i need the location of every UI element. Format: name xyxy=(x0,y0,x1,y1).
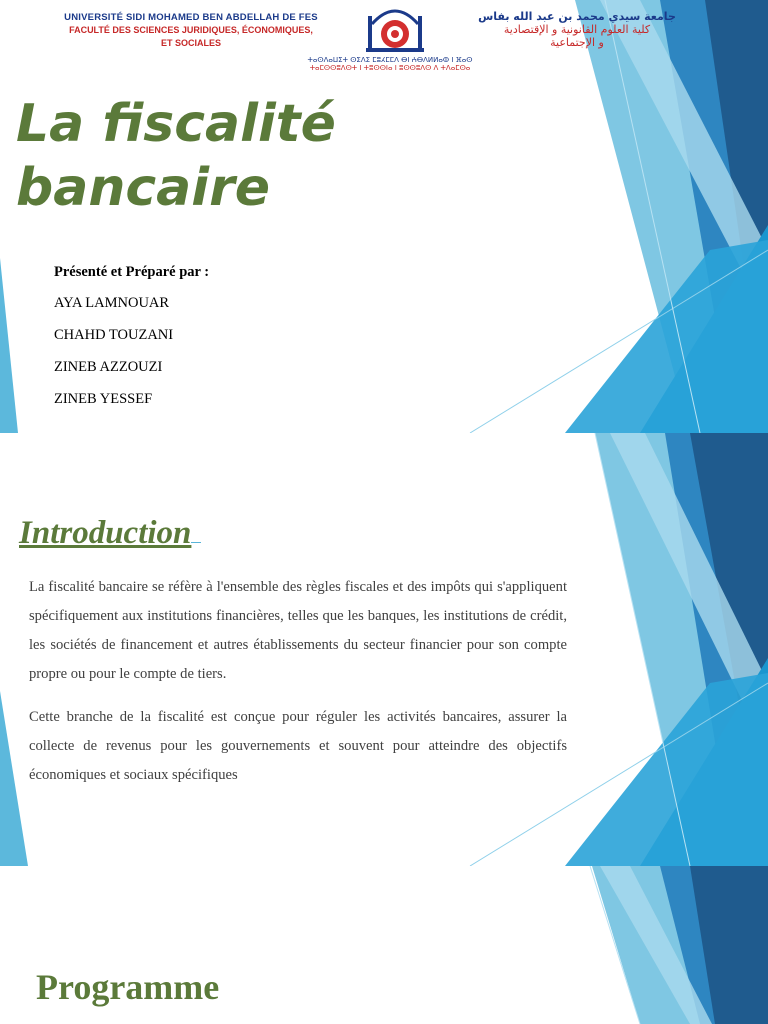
introduction-body xyxy=(29,573,567,804)
faculty-name-line1: FACULTÉ DES SCIENCES JURIDIQUES, ÉCONOMIQUES, xyxy=(69,25,313,35)
faculty-name-arabic-line2: و الإجتماعية xyxy=(550,36,604,49)
author-name: CHAHD TOUZANI xyxy=(54,327,174,343)
university-name-arabic: جامعة سيدي محمد بن عبد الله بفاس xyxy=(478,10,676,23)
author-name: ZINEB YESSEF xyxy=(54,391,153,407)
paragraph: Cette branche de la fiscalité est conçue pour réguler les activités bancaires, assurer la collecte de revenus pour les gouvernements et souvent pour atteindre des objectifs économiques et sociaux spécifiques xyxy=(29,709,567,783)
section-title-introduction xyxy=(19,515,201,552)
author-name: ZINEB AZZOUZI xyxy=(54,359,163,375)
introduction-heading: Introduction xyxy=(19,515,192,551)
slide-title xyxy=(0,0,768,433)
underline-accent xyxy=(191,518,201,543)
title-line1: La fiscalité xyxy=(16,94,336,154)
university-name-tifinagh xyxy=(270,56,510,72)
presented-by-label: Présenté et Préparé par : xyxy=(54,264,210,280)
paragraph: La fiscalité bancaire se réfère à l'ensemble des règles fiscales et des impôts qui s'appliquent spécifiquement aux institutions financières, telles que les banques, les institutions de crédit, les sociétés de financement et autres établissements du secteur financier pour son compte propre ou pour le compte de tiers. xyxy=(29,579,567,682)
university-name-fr xyxy=(36,12,346,49)
title-line2: bancaire xyxy=(16,158,270,218)
section-title-programme: Programme xyxy=(36,967,220,1007)
slide-programme xyxy=(0,866,768,1024)
faculty-name-arabic-line1: كلية العلوم القانونية و الإقتصادية xyxy=(503,23,651,36)
university-name-ar xyxy=(448,10,706,49)
tifinagh-line1: ⵜⴰⵙⴷⴰⵡⵉⵜ ⵙⵉⴷⵉ ⵎⵓⵃⵎⵎⴷ ⴱⵏ ⵄⴱⴷⵍⵍⴰⵀ ⵏ ⴼⴰⵙ xyxy=(307,56,473,64)
slide-introduction xyxy=(0,433,768,866)
faculty-name-line2: ET SOCIALES xyxy=(160,38,221,48)
authors-block xyxy=(54,264,209,423)
author-name: AYA LAMNOUAR xyxy=(54,295,170,311)
tifinagh-line2: ⵜⴰⵎⵙⵙⵓⴷⵙⵜ ⵏ ⵜⵓⵙⵙⵏⴰ ⵏ ⵓⵙⵙⵓⴷⵙ ⴷ ⵜⴷⴰⵎⵙⴰ xyxy=(309,64,471,72)
presentation-title xyxy=(16,92,436,220)
university-name: UNIVERSITÉ SIDI MOHAMED BEN ABDELLAH DE FES xyxy=(64,12,318,23)
university-logo-icon xyxy=(364,4,426,54)
